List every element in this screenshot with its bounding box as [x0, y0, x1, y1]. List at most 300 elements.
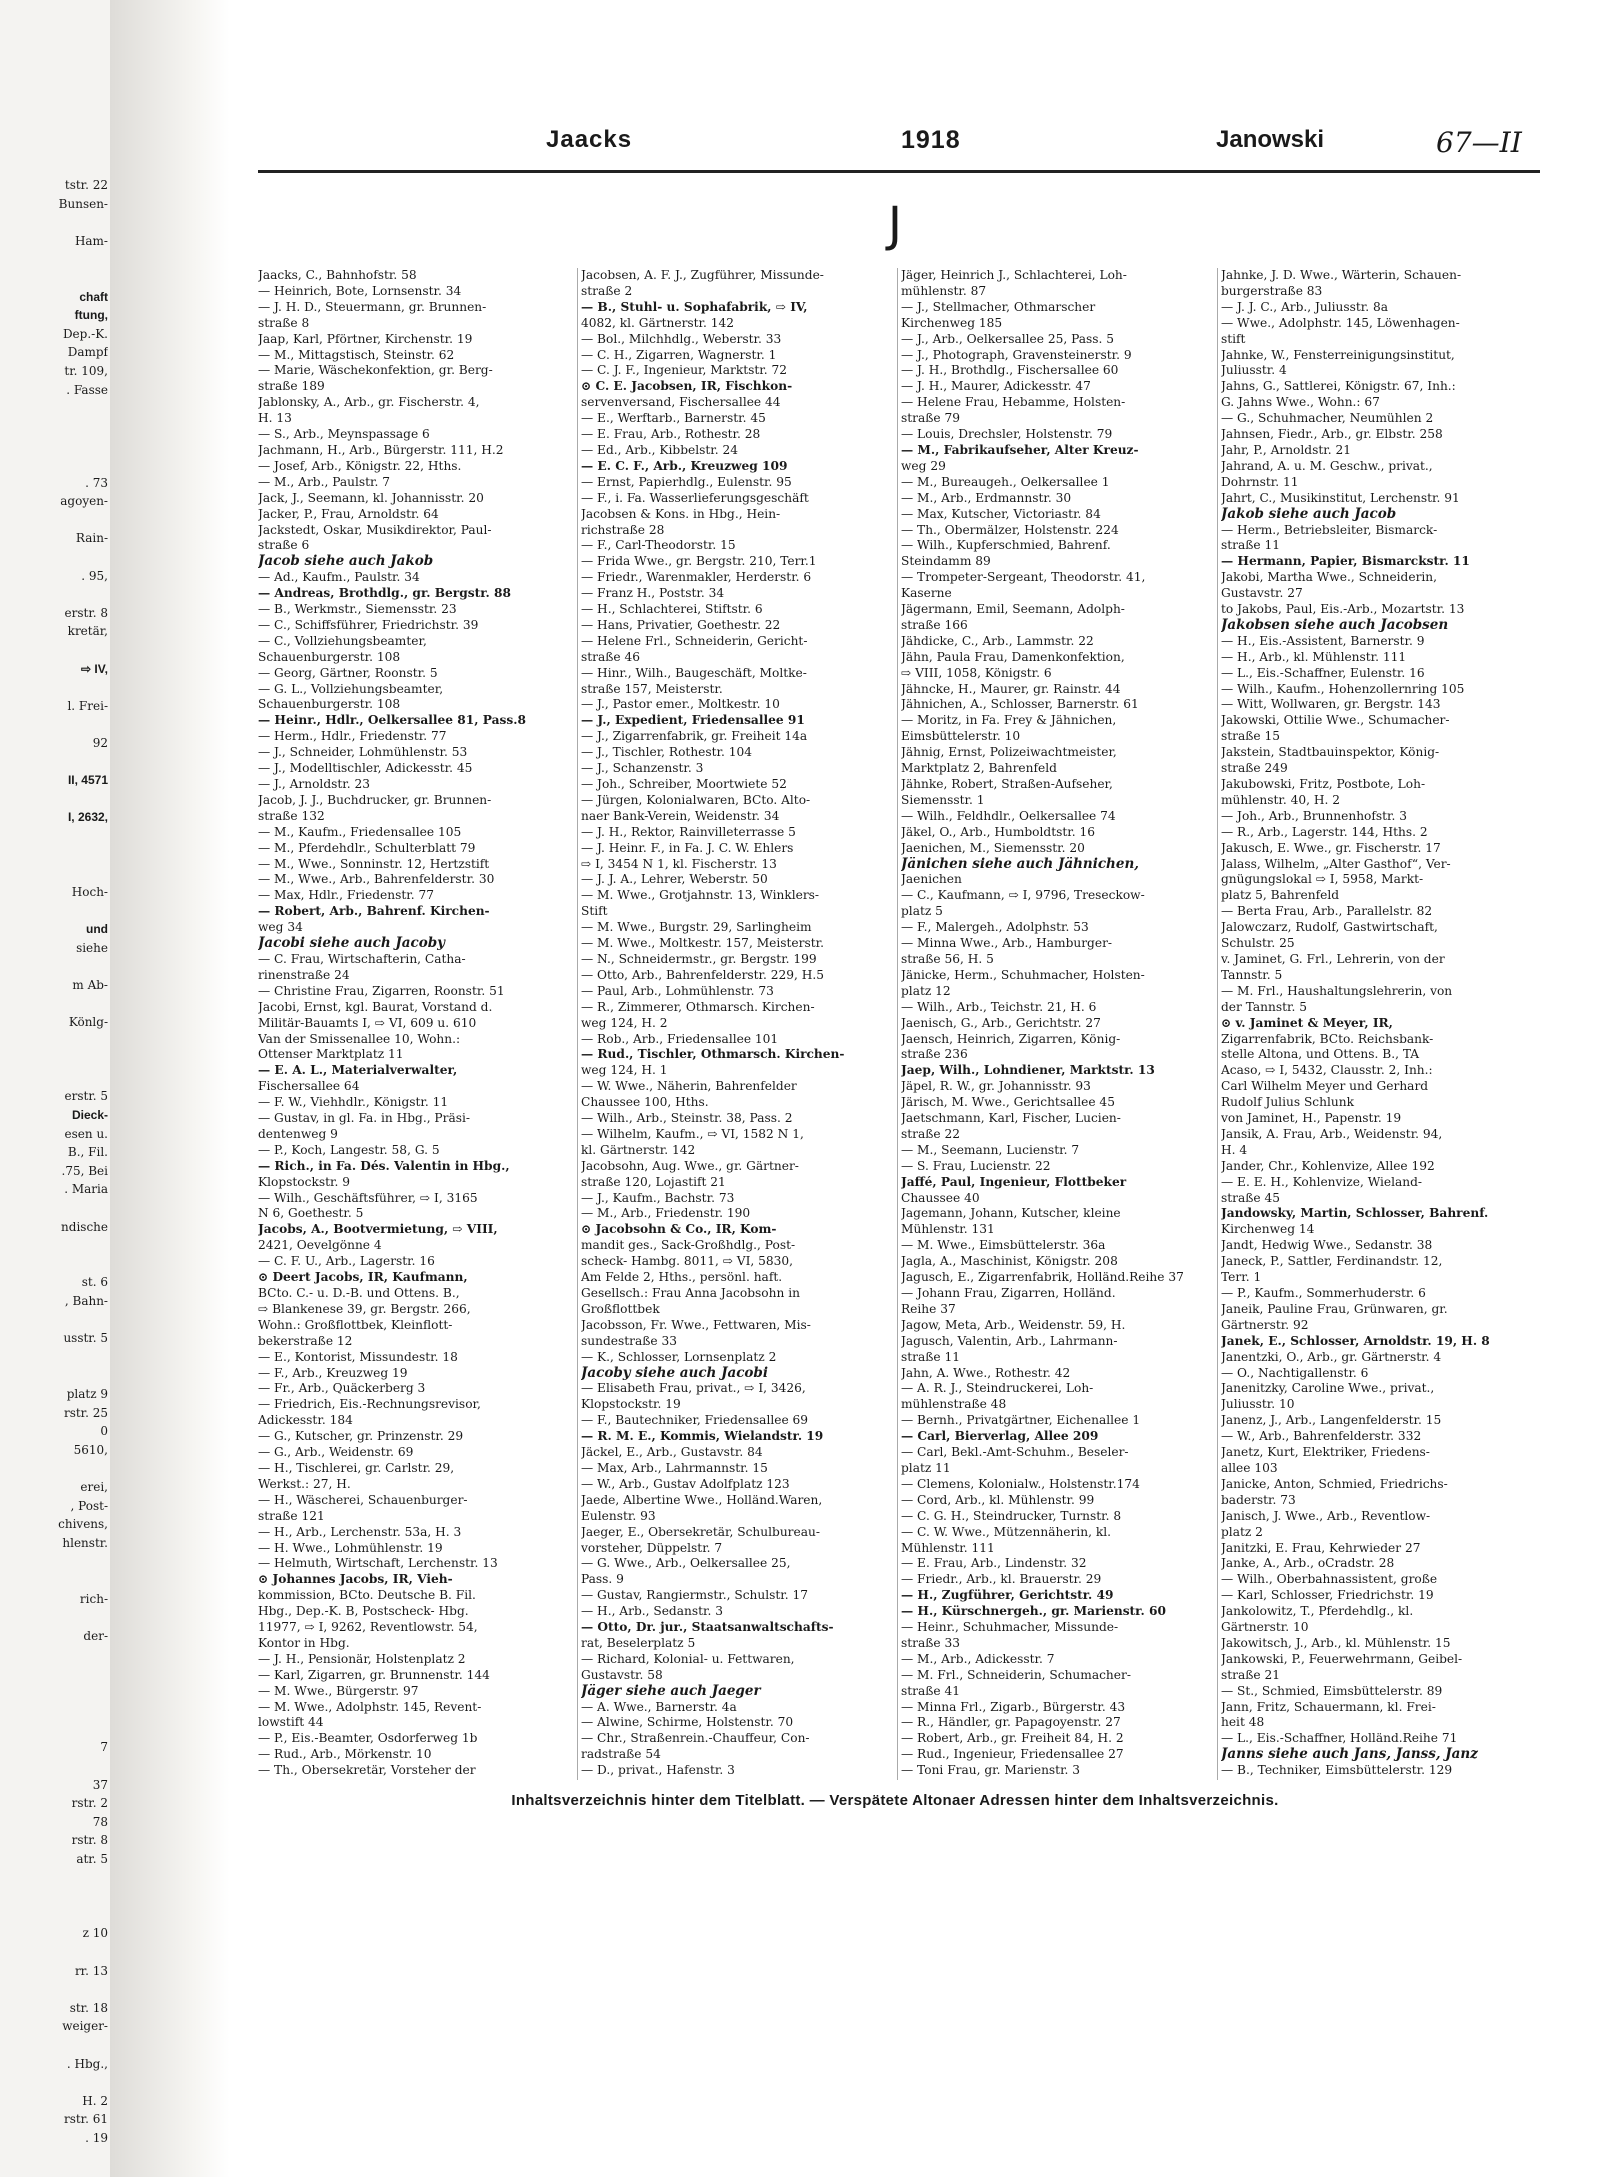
directory-entry: — Minna Wwe., Arb., Hamburger-: [901, 936, 1113, 951]
directory-entry: baderstr. 73: [1221, 1492, 1296, 1507]
directory-entry: — Christine Frau, Zigarren, Roonstr. 51: [258, 983, 505, 998]
adjacent-page-text: Könlg-: [68, 1015, 108, 1029]
directory-entry: stelle Altona, und Ottens. B., TA: [1221, 1047, 1420, 1062]
directory-entry: — M. Wwe., Adolphstr. 145, Revent-: [258, 1699, 482, 1714]
directory-entry: Jacobsen & Kons. in Hbg., Hein-: [581, 506, 781, 521]
directory-entry: — J. H., Rektor, Rainvilleterrasse 5: [581, 824, 796, 839]
adjacent-page-text: Hoch-: [71, 884, 108, 899]
directory-entry: Pass. 9: [581, 1572, 624, 1587]
directory-entry: Kontor in Hbg.: [258, 1635, 350, 1650]
directory-entry: — Heinrich, Bote, Lornsenstr. 34: [258, 283, 462, 298]
adjacent-page-text: m Ab-: [72, 977, 108, 992]
directory-entry: [901, 1779, 1213, 1780]
directory-entry: — L., Eis.-Schaffner, Holländ.Reihe 71: [1221, 1731, 1458, 1746]
directory-entry: — R., Zimmerer, Othmarsch. Kirchen-: [581, 999, 815, 1014]
directory-entry: Jäkel, O., Arb., Humboldtstr. 16: [901, 824, 1096, 839]
directory-entry: — H., Wäscherei, Schauenburger-: [258, 1492, 468, 1507]
directory-entry: Jakobi, Martha Wwe., Schneiderin,: [1221, 570, 1438, 585]
directory-entry: — J., Arnoldstr. 23: [258, 777, 371, 791]
directory-entry: der Tannstr. 5: [1221, 999, 1308, 1014]
directory-entry: — H., Arb., kl. Mühlenstr. 111: [1221, 649, 1407, 664]
directory-entry: — M., Wwe., Arb., Bahrenfelderstr. 30: [258, 872, 495, 887]
directory-entry: — Wilh., Arb., Steinstr. 38, Pass. 2: [581, 1111, 793, 1126]
directory-entry: straße 21: [1221, 1667, 1280, 1682]
adjacent-page-text: Dep.-K.: [62, 326, 108, 341]
directory-entry: — G. Wwe., Arb., Oelkersallee 25,: [581, 1556, 791, 1571]
directory-entry: — H., Tischlerei, gr. Carlstr. 29,: [258, 1460, 455, 1475]
directory-entry: kl. Gärtnerstr. 142: [581, 1142, 696, 1157]
directory-entry: — Joh., Arb., Brunnenhofstr. 3: [1221, 808, 1408, 823]
directory-entry: Fischersallee 64: [258, 1079, 360, 1094]
adjacent-page-text: 92: [92, 736, 108, 750]
adjacent-page-text: 5610,: [73, 1442, 108, 1457]
directory-entry: Janicke, Anton, Schmied, Friedrichs-: [1221, 1476, 1448, 1491]
directory-entry: straße 22: [901, 1126, 960, 1141]
adjacent-page-text: . 19: [85, 2131, 108, 2145]
adjacent-page-text: tstr. 22: [64, 178, 108, 192]
directory-entry: — Bernh., Privatgärtner, Eichenallee 1: [901, 1413, 1141, 1428]
directory-entry: — K., Schlosser, Lornsenplatz 2: [581, 1349, 777, 1364]
directory-entry: Klopstockstr. 9: [258, 1174, 350, 1189]
directory-column-4: [1217, 268, 1533, 1780]
directory-entry: — Max, Kutscher, Victoriastr. 84: [901, 506, 1101, 521]
directory-entry: — Cord, Arb., kl. Mühlenstr. 99: [901, 1492, 1095, 1507]
adjacent-page-strip: [0, 0, 112, 2177]
directory-entry: Janitzki, E. Frau, Kehrwieder 27: [1221, 1540, 1421, 1555]
directory-entry: — Toni Frau, gr. Marienstr. 3: [901, 1763, 1081, 1778]
directory-entry: — Herm., Betriebsleiter, Bismarck-: [1221, 522, 1438, 537]
directory-entry: scheck- Hambg. 8011, ⇨ VI, 5830,: [581, 1254, 794, 1269]
directory-entry: Jagusch, Valentin, Arb., Lahrmann-: [901, 1333, 1118, 1348]
directory-entry: — Rich., in Fa. Dés. Valentin in Hbg.,: [258, 1158, 510, 1173]
directory-entry: straße 189: [258, 379, 325, 394]
directory-entry: straße 6: [258, 538, 310, 553]
directory-entry: Adickesstr. 184: [258, 1413, 353, 1428]
header-year: 1918: [901, 126, 961, 154]
directory-entry: Mühlenstr. 131: [901, 1222, 995, 1237]
directory-entry: — Marie, Wäschekonfektion, gr. Berg-: [258, 363, 493, 378]
adjacent-page-text: 7: [100, 1740, 108, 1755]
directory-entry: — Wilh., Oberbahnassistent, große: [1221, 1572, 1438, 1587]
adjacent-page-text: ⇨ IV,: [81, 661, 108, 676]
directory-entry: — Fr., Arb., Quäckerberg 3: [258, 1381, 426, 1396]
directory-entry: — Alwine, Schirme, Holstenstr. 70: [581, 1715, 794, 1730]
directory-entry: Jäpel, R. W., gr. Johannisstr. 93: [901, 1079, 1091, 1094]
directory-entry: Jacobi, Ernst, kgl. Baurat, Vorstand d.: [258, 999, 493, 1014]
directory-entry: Jahrand, A. u. M. Geschw., privat.,: [1221, 458, 1433, 473]
directory-entry: Jahnsen, Fiedr., Arb., gr. Elbstr. 258: [1221, 427, 1443, 442]
adjacent-page-text: agoyen-: [60, 494, 108, 509]
directory-entry: Kirchenweg 185: [901, 315, 1003, 330]
directory-entry: — Robert, Arb., Bahrenf. Kirchen-: [258, 904, 490, 919]
directory-entry: — M. Wwe., Burgstr. 29, Sarlingheim: [581, 920, 812, 935]
directory-entry: — J. J. A., Lehrer, Weberstr. 50: [581, 872, 768, 887]
directory-entry: — Moritz, in Fa. Frey & Jähnichen,: [901, 713, 1117, 728]
directory-entry: — C., Vollziehungsbeamter,: [258, 633, 427, 648]
directory-entry: Jablonsky, A., Arb., gr. Fischerstr. 4,: [258, 395, 480, 410]
directory-entry: — F. W., Viehhdlr., Königstr. 11: [258, 1095, 449, 1110]
directory-entry: Jaenichen: [901, 872, 962, 887]
directory-entry: gnügungslokal ⇨ I, 5958, Markt-: [1221, 872, 1424, 887]
directory-entry: straße 56, H. 5: [901, 951, 994, 966]
directory-entry: — W. Wwe., Näherin, Bahrenfelder: [581, 1079, 797, 1094]
directory-entry: — B., Stuhl- u. Sophafabrik, ⇨ IV,: [581, 299, 808, 314]
directory-entry: 2421, Oevelgönne 4: [258, 1238, 382, 1253]
directory-entry: — F., Bautechniker, Friedensallee 69: [581, 1413, 809, 1428]
directory-entry: — H., Eis.-Assistent, Barnerstr. 9: [1221, 633, 1425, 648]
directory-entry: Janenz, J., Arb., Langenfelderstr. 15: [1221, 1413, 1442, 1428]
directory-entry: Jann, Fritz, Schauermann, kl. Frei-: [1221, 1699, 1436, 1714]
directory-entry: [1221, 1779, 1533, 1780]
directory-entry: platz 11: [901, 1460, 951, 1475]
directory-entry: — Carl, Bierverlag, Allee 209: [901, 1429, 1099, 1444]
directory-entry: rinenstraße 24: [258, 967, 350, 982]
directory-entry: Marktplatz 2, Bahrenfeld: [901, 761, 1057, 776]
adjacent-page-text: l. Frei-: [67, 698, 108, 713]
adjacent-page-text: . 73: [85, 475, 108, 490]
directory-entry: Juliusstr. 4: [1221, 363, 1287, 378]
directory-entry: — A. Wwe., Barnerstr. 4a: [581, 1699, 737, 1714]
directory-entry: Jäger, Heinrich J., Schlachterei, Loh-: [901, 268, 1127, 282]
directory-entry: Jahnke, J. D. Wwe., Wärterin, Schauen-: [1221, 268, 1462, 282]
directory-entry: Gärtnerstr. 10: [1221, 1620, 1309, 1635]
directory-entry: — H., Arb., Lerchenstr. 53a, H. 3: [258, 1524, 462, 1539]
directory-entry: Siemensstr. 1: [901, 792, 985, 807]
directory-entry: Steindamm 89: [901, 554, 991, 569]
adjacent-page-text: . Fasse: [66, 382, 108, 397]
adjacent-page-text: , Bahn-: [64, 1294, 108, 1308]
directory-entry: — J. H. D., Steuermann, gr. Brunnen-: [258, 299, 487, 314]
directory-entry: — Wilhelm, Kaufm., ⇨ VI, 1582 N 1,: [581, 1126, 804, 1141]
directory-entry: Carl Wilhelm Meyer und Gerhard: [1221, 1079, 1429, 1094]
directory-entry: — H., Schlachterei, Stiftstr. 6: [581, 602, 763, 617]
directory-column-3: [897, 268, 1213, 1780]
directory-entry: weg 124, H. 2: [581, 1015, 668, 1030]
directory-entry: — Ed., Arb., Kibbelstr. 24: [581, 442, 739, 457]
directory-entry: straße 157, Meisterstr.: [581, 681, 723, 696]
directory-entry: Jakusch, E. Wwe., gr. Fischerstr. 17: [1221, 840, 1441, 855]
directory-entry: G. Jahns Wwe., Wohn.: 67: [1221, 395, 1380, 410]
directory-entry: — E. A. L., Materialverwalter,: [258, 1063, 458, 1078]
directory-entry: Jäckel, E., Arb., Gustavstr. 84: [581, 1445, 763, 1460]
directory-entry: — R., Arb., Lagerstr. 144, Hths. 2: [1221, 824, 1428, 839]
directory-entry: — M., Arb., Erdmannstr. 30: [901, 490, 1072, 505]
directory-entry: — C., Schiffsführer, Friedrichstr. 39: [258, 617, 479, 632]
directory-entry: Jagow, Meta, Arb., Weidenstr. 59, H.: [901, 1317, 1126, 1332]
directory-entry: — M., Bureaugeh., Oelkersallee 1: [901, 474, 1110, 489]
directory-entry: heit 48: [1221, 1715, 1265, 1730]
directory-entry: ⊙ Deert Jacobs, IR, Kaufmann,: [258, 1270, 468, 1285]
directory-entry: — Wilh., Arb., Teichstr. 21, H. 6: [901, 999, 1097, 1014]
directory-entry: Janisch, J. Wwe., Arb., Reventlow-: [1221, 1508, 1431, 1523]
directory-entry: — Johann Frau, Zigarren, Holländ.: [901, 1286, 1116, 1300]
directory-entry: — M., Wwe., Sonninstr. 12, Hertzstift: [258, 856, 490, 871]
directory-entry: straße 79: [901, 411, 960, 426]
directory-entry: — Gustav, in gl. Fa. in Hbg., Präsi-: [258, 1111, 470, 1126]
directory-entry: — H., Zugführer, Gerichtstr. 49: [901, 1588, 1114, 1603]
directory-entry: Jaeger, E., Obersekretär, Schulbureau-: [581, 1524, 820, 1539]
directory-entry: Van der Smissenallee 10, Wohn.:: [258, 1031, 461, 1046]
directory-entry: — J. H., Pensionär, Holstenplatz 2: [258, 1651, 466, 1666]
directory-entry: Jaede, Albertine Wwe., Holländ.Waren,: [581, 1492, 823, 1507]
directory-entry: Järisch, M. Wwe., Gerichtsallee 45: [901, 1095, 1115, 1110]
directory-entry: — J., Schanzenstr. 3: [581, 761, 704, 776]
adjacent-page-text: usstr. 5: [63, 1331, 108, 1346]
directory-entry: Großflottbek: [581, 1301, 660, 1316]
directory-entry: — D., privat., Hafenstr. 3: [581, 1763, 735, 1778]
header-rule: [258, 170, 1540, 173]
directory-entry: Dohrnstr. 11: [1221, 474, 1299, 489]
adjacent-page-text: H. 2: [82, 2093, 108, 2108]
directory-entry: kommission, BCto. Deutsche B. Fil.: [258, 1588, 476, 1603]
directory-entry: platz 5, Bahrenfeld: [1221, 888, 1340, 903]
directory-entry: Gesellsch.: Frau Anna Jacobsohn in: [581, 1286, 800, 1300]
directory-entry: — J. H., Maurer, Adickesstr. 47: [901, 379, 1091, 394]
directory-entry: — W., Arb., Bahrenfelderstr. 332: [1221, 1429, 1422, 1444]
directory-entry: — C. H., Zigarren, Wagnerstr. 1: [581, 347, 777, 362]
directory-entry: Jankolowitz, T., Pferdehdlg., kl.: [1221, 1604, 1414, 1619]
directory-entry: — Hermann, Papier, Bismarckstr. 11: [1221, 554, 1470, 569]
directory-entry: Jakob siehe auch Jacob: [1221, 506, 1397, 522]
directory-entry: — Georg, Gärtner, Roonstr. 5: [258, 665, 438, 680]
directory-entry: weg 34: [258, 920, 303, 935]
directory-entry: Zigarrenfabrik, BCto. Reichsbank-: [1221, 1031, 1434, 1046]
directory-entry: weg 29: [901, 458, 946, 473]
directory-entry: — P., Kaufm., Sommerhuderstr. 6: [1221, 1286, 1426, 1300]
directory-entry: — Josef, Arb., Königstr. 22, Hths.: [258, 458, 462, 473]
directory-entry: Gärtnerstr. 92: [1221, 1317, 1309, 1332]
directory-entry: Jähnig, Ernst, Polizeiwachtmeister,: [901, 745, 1117, 760]
directory-entry: Eimsbüttelerstr. 10: [901, 729, 1021, 744]
directory-entry: Jacobs, A., Bootvermietung, ⇨ VIII,: [258, 1222, 498, 1237]
directory-entry: — Wwe., Adolphstr. 145, Löwenhagen-: [1221, 315, 1460, 330]
directory-entry: — Frida Wwe., gr. Bergstr. 210, Terr.1: [581, 554, 817, 569]
directory-entry: Jakstein, Stadtbauinspektor, König-: [1221, 745, 1440, 760]
directory-entry: Janke, A., Arb., oCradstr. 28: [1221, 1556, 1395, 1571]
adjacent-page-text: Dampf: [67, 345, 108, 360]
directory-entry: — R. M. E., Kommis, Wielandstr. 19: [581, 1429, 824, 1444]
directory-entry: — J., Photograph, Gravensteinerstr. 9: [901, 347, 1132, 362]
directory-entry: — J. J. C., Arb., Juliusstr. 8a: [1221, 299, 1389, 314]
directory-entry: — Hans, Privatier, Goethestr. 22: [581, 617, 781, 632]
directory-entry: Jander, Chr., Kohlenvize, Allee 192: [1221, 1158, 1435, 1173]
directory-entry: — N., Schneidermstr., gr. Bergstr. 199: [581, 951, 817, 966]
directory-entry: Janeik, Pauline Frau, Grünwaren, gr.: [1221, 1301, 1448, 1316]
directory-entry: H. 13: [258, 411, 292, 426]
directory-entry: — E., Werftarb., Barnerstr. 45: [581, 411, 766, 426]
directory-entry: — Wilh., Feldhdlr., Oelkersallee 74: [901, 808, 1116, 823]
directory-entry: — Gustav, Rangiermstr., Schulstr. 17: [581, 1588, 809, 1603]
directory-entry: — Th., Obermälzer, Holstenstr. 224: [901, 522, 1119, 537]
directory-entry: — M., Fabrikaufseher, Alter Kreuz-: [901, 442, 1139, 457]
directory-entry: H. 4: [1221, 1142, 1248, 1157]
directory-entry: — O., Nachtigallenstr. 6: [1221, 1365, 1369, 1380]
directory-entry: Jalass, Wilhelm, „Alter Gasthof“, Ver-: [1221, 856, 1451, 871]
directory-entry: — Friedr., Arb., kl. Brauerstr. 29: [901, 1572, 1102, 1587]
directory-entry: — B., Werkmstr., Siemensstr. 23: [258, 602, 457, 617]
directory-entry: — J., Expedient, Friedensallee 91: [581, 713, 805, 728]
directory-entry: Janek, E., Schlosser, Arnoldstr. 19, H. 8: [1221, 1333, 1490, 1348]
adjacent-page-text: st. 6: [81, 1275, 108, 1290]
directory-entry: — M., Arb., Paulstr. 7: [258, 474, 391, 489]
adjacent-page-text: II, 4571: [67, 773, 108, 788]
directory-entry: Jähncke, H., Maurer, gr. Rainstr. 44: [901, 681, 1121, 696]
directory-entry: ⇨ Blankenese 39, gr. Bergstr. 266,: [258, 1301, 471, 1316]
directory-entry: vorsteher, Düppelstr. 7: [581, 1540, 723, 1555]
directory-entry: Klopstockstr. 19: [581, 1397, 681, 1412]
directory-entry: naer Bank-Verein, Weidenstr. 34: [581, 808, 780, 823]
directory-entry: Jänicke, Herm., Schuhmacher, Holsten-: [901, 967, 1145, 982]
directory-entry: — M., Arb., Adickesstr. 7: [901, 1651, 1055, 1666]
directory-entry: — H., Arb., Sedanstr. 3: [581, 1604, 723, 1619]
directory-entry: straße 15: [1221, 729, 1280, 744]
directory-entry: — Wilh., Kupferschmied, Bahrenf.: [901, 538, 1111, 553]
section-letter: J: [887, 197, 903, 253]
directory-entry: — Rud., Ingenieur, Friedensallee 27: [901, 1747, 1124, 1762]
directory-entry: richstraße 28: [581, 522, 665, 537]
directory-entry: Jahn, A. Wwe., Rothestr. 42: [901, 1365, 1071, 1380]
directory-entry: Jandowsky, Martin, Schlosser, Bahrenf.: [1221, 1206, 1489, 1221]
adjacent-page-text: .75, Bei: [61, 1163, 108, 1178]
directory-entry: Jandt, Hedwig Wwe., Sedanstr. 38: [1221, 1238, 1433, 1253]
directory-entry: mühlenstr. 40, H. 2: [1221, 792, 1340, 807]
adjacent-page-text: ndische: [61, 1219, 108, 1234]
directory-entry: straße 166: [901, 617, 968, 632]
directory-entry: — Wilh., Geschäftsführer, ⇨ I, 3165: [258, 1190, 478, 1205]
directory-entry: Tannstr. 5: [1221, 967, 1283, 982]
directory-entry: 11977, ⇨ I, 9262, Reventlowstr. 54,: [258, 1620, 478, 1635]
directory-entry: straße 11: [901, 1349, 960, 1364]
directory-entry: straße 46: [581, 649, 640, 664]
directory-entry: lowstift 44: [258, 1715, 324, 1730]
directory-entry: — J., Modelltischler, Adickesstr. 45: [258, 761, 473, 776]
directory-entry: — J., Kaufm., Bachstr. 73: [581, 1190, 735, 1205]
directory-entry: Gustavstr. 27: [1221, 586, 1303, 601]
directory-entry: Jacobsohn, Aug. Wwe., gr. Gärtner-: [581, 1158, 799, 1173]
directory-entry: Jähn, Paula Frau, Damenkonfektion,: [901, 649, 1125, 664]
directory-entry: — F., i. Fa. Wasserlieferungsgeschäft: [581, 490, 809, 505]
directory-entry: Jakobsen siehe auch Jacobsen: [1221, 617, 1449, 633]
directory-entry: Chaussee 40: [901, 1190, 980, 1205]
directory-entry: Werkst.: 27, H.: [258, 1476, 351, 1491]
directory-entry: burgerstraße 83: [1221, 283, 1323, 298]
page-header: [258, 126, 1540, 166]
directory-entry: Jaap, Karl, Pförtner, Kirchenstr. 19: [258, 331, 473, 346]
directory-entry: — P., Eis.-Beamter, Osdorferweg 1b: [258, 1731, 478, 1746]
book-gutter: [110, 0, 230, 2177]
directory-entry: — W., Arb., Gustav Adolfplatz 123: [581, 1476, 790, 1491]
adjacent-page-text: rr. 13: [74, 1963, 108, 1978]
header-first-entry: Jaacks: [546, 126, 633, 153]
directory-entry: — F., Malergeh., Adolphstr. 53: [901, 920, 1089, 935]
directory-entry: — E. Frau, Arb., Rothestr. 28: [581, 427, 761, 442]
directory-entry: — M. Wwe., Bürgerstr. 97: [258, 1683, 419, 1698]
directory-entry: Schauenburgerstr. 108: [258, 649, 401, 664]
directory-entry: — F., Arb., Kreuzweg 19: [258, 1365, 408, 1380]
directory-entry: — G. L., Vollziehungsbeamter,: [258, 681, 444, 696]
directory-entry: — G., Arb., Weidenstr. 69: [258, 1445, 414, 1460]
directory-entry: Militär-Bauamts I, ⇨ VI, 609 u. 610: [258, 1015, 477, 1030]
directory-entry: Janetz, Kurt, Elektriker, Friedens-: [1221, 1445, 1430, 1460]
directory-entry: straße 45: [1221, 1190, 1280, 1205]
directory-entry: — S., Arb., Meynspassage 6: [258, 427, 430, 442]
adjacent-page-text: platz 9: [66, 1387, 108, 1401]
directory-entry: sundestraße 33: [581, 1333, 677, 1348]
directory-entry: servenversand, Fischersallee 44: [581, 395, 781, 410]
adjacent-page-text: str. 18: [69, 2000, 108, 2015]
directory-entry: — Helene Frau, Hebamme, Holsten-: [901, 395, 1126, 410]
directory-entry: — S. Frau, Lucienstr. 22: [901, 1158, 1051, 1173]
adjacent-page-text: erstr. 5: [64, 1089, 108, 1104]
directory-entry: Chaussee 100, Hths.: [581, 1095, 709, 1110]
directory-entry: — B., Techniker, Eimsbüttelerstr. 129: [1221, 1763, 1453, 1778]
directory-entry: — Helmuth, Wirtschaft, Lerchenstr. 13: [258, 1556, 498, 1571]
directory-entry: Wohn.: Großflottbek, Kleinflott-: [258, 1317, 453, 1332]
directory-entry: — C. W. Wwe., Mützennäherin, kl.: [901, 1524, 1111, 1539]
directory-entry: — M. Wwe., Moltkestr. 157, Meisterstr.: [581, 936, 824, 951]
directory-entry: Jansik, A. Frau, Arb., Weidenstr. 94,: [1221, 1126, 1443, 1141]
directory-entry: Janns siehe auch Jans, Janss, Janz: [1221, 1747, 1478, 1763]
directory-entry: Kirchenweg 14: [1221, 1222, 1315, 1237]
directory-entry: — J., Schneider, Lohmühlenstr. 53: [258, 745, 468, 760]
directory-entry: — Andreas, Brothdlg., gr. Bergstr. 88: [258, 586, 511, 601]
adjacent-page-text: Bunsen-: [58, 196, 108, 211]
directory-entry: Jacob, J. J., Buchdrucker, gr. Brunnen-: [258, 792, 492, 807]
directory-entry: straße 33: [901, 1635, 960, 1650]
adjacent-page-text: B., Fil.: [67, 1145, 108, 1160]
directory-entry: — Paul, Arb., Lohmühlenstr. 73: [581, 983, 774, 998]
directory-entry: — Witt, Wollwaren, gr. Bergstr. 143: [1221, 697, 1441, 712]
directory-entry: Jacobi siehe auch Jacoby: [258, 936, 445, 952]
directory-entry: ⊙ v. Jaminet & Meyer, IR,: [1221, 1015, 1393, 1030]
directory-entry: mühlenstr. 87: [901, 283, 987, 298]
directory-entry: — Friedr., Warenmakler, Herderstr. 6: [581, 570, 812, 585]
directory-entry: — E. E. H., Kohlenvize, Wieland-: [1221, 1174, 1423, 1189]
adjacent-page-text: siehe: [76, 940, 108, 955]
directory-entry: straße 132: [258, 808, 325, 823]
directory-entry: — Wilh., Kaufm., Hohenzollernring 105: [1221, 681, 1465, 696]
directory-entry: von Jaminet, H., Papenstr. 19: [1221, 1111, 1402, 1126]
directory-entry: Reihe 37: [901, 1301, 956, 1316]
directory-entry: — Otto, Dr. jur., Staatsanwaltschafts-: [581, 1620, 834, 1635]
adjacent-page-text: rich-: [79, 1591, 108, 1606]
directory-entry: — E. C. F., Arb., Kreuzweg 109: [581, 458, 788, 473]
directory-entry: Gustavstr. 58: [581, 1667, 663, 1682]
directory-entry: — Richard, Kolonial- u. Fettwaren,: [581, 1651, 795, 1666]
directory-entry: — Max, Hdlr., Friedenstr. 77: [258, 888, 435, 903]
directory-entry: — H., Kürschnergeh., gr. Marienstr. 60: [901, 1604, 1166, 1619]
directory-entry: — Trompeter-Sergeant, Theodorstr. 41,: [901, 570, 1146, 585]
adjacent-page-text: Rain-: [75, 531, 108, 546]
directory-entry: Jacobsson, Fr. Wwe., Fettwaren, Mis-: [581, 1317, 811, 1332]
directory-entry: — J. Heinr. F., in Fa. J. C. W. Ehlers: [581, 840, 794, 855]
adjacent-page-text: . Maria: [64, 1182, 108, 1197]
directory-entry: Jacobsen, A. F. J., Zugführer, Missunde-: [581, 268, 824, 282]
directory-entry: — H. Wwe., Lohmühlenstr. 19: [258, 1540, 443, 1555]
directory-entry: — Max, Arb., Lahrmannstr. 15: [581, 1460, 768, 1475]
adjacent-page-text: rstr. 25: [63, 1405, 108, 1420]
directory-entry: — Th., Obersekretär, Vorsteher der: [258, 1763, 476, 1778]
directory-entry: — J., Pastor emer., Moltkestr. 10: [581, 697, 780, 712]
directory-entry: [258, 1779, 570, 1780]
directory-entry: — M., Pferdehdlr., Schulterblatt 79: [258, 840, 476, 855]
directory-entry: — M. Frl., Haushaltungslehrerin, von: [1221, 983, 1453, 998]
directory-entry: Jankowski, P., Feuerwehrmann, Geibel-: [1221, 1651, 1463, 1666]
directory-entry: — C. F. U., Arb., Lagerstr. 16: [258, 1254, 435, 1269]
adjacent-page-text: . 95,: [81, 568, 108, 583]
directory-entry: Jahnke, W., Fensterreinigungsinstitut,: [1221, 347, 1455, 362]
directory-entry: — G., Schuhmacher, Neumühlen 2: [1221, 411, 1434, 426]
